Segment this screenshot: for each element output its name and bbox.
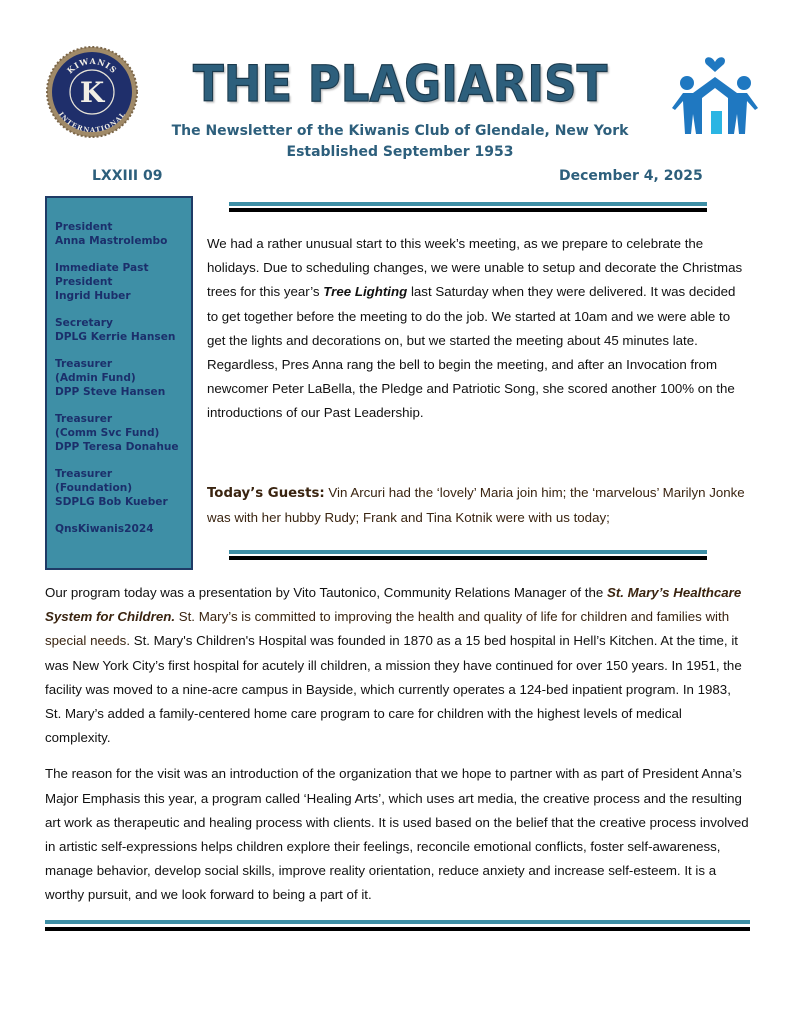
kiwanis-logo — [46, 46, 138, 138]
program-paragraph — [45, 581, 750, 750]
officer-detail: DPLG Kerrie Hansen — [55, 331, 176, 343]
guests-label: Today’s Guests: — [207, 486, 325, 501]
lower-article — [45, 581, 750, 931]
family-home-heart-icon — [668, 48, 762, 138]
intro-paragraph — [207, 232, 747, 426]
officer-detail: SDPLG Bob Kueber — [55, 496, 168, 508]
officer-role: Treasurer — [55, 358, 113, 370]
divider-black-middle — [229, 556, 707, 560]
kiwanis-seal-bottom-text: INTERNATIONAL — [57, 110, 127, 134]
officer-detail: President — [55, 276, 113, 288]
newsletter-title — [150, 54, 650, 116]
officer-detail: Anna Mastrolembo — [55, 235, 168, 247]
officer-role: QnsKiwanis2024 — [55, 523, 154, 535]
newsletter-subtitle: The Newsletter of the Kiwanis Club of Glendale, New York — [171, 123, 629, 139]
intro-text-after: last Saturday when they were delivered. It was decided to get together before the meeting to do the job. We started at 10am and we were able to get the lights and decorations on, but we started the meeting about 45 minutes late. Regardless, Pres Anna rang the bell to begin the meeting, and after an Invocation from newcomer Peter LaBella, the Pledge and Patriotic Song, she scored another 100% on the introductions of our Past Leadership. — [207, 284, 736, 421]
kiwanis-international-seal-icon — [46, 46, 138, 138]
program-text-after: St. Mary's Children's Hospital was founded in 1870 as a 15 bed hospital in Hell’s Kitchen. At the time, it was New York City’s first hospital for acutely ill children, a mission they have continued for over 150 years. In 1951, the facility was moved to a nine-acre campus in Bayside, which currently operates a 124-bed inpatient program. In 1983, St. Mary’s added a family-centered home care program to care for children with the highest levels of medical complexity. — [45, 633, 742, 746]
family-logo — [668, 48, 762, 138]
kiwanis-seal-letter: K — [79, 76, 105, 109]
officer-block — [55, 316, 191, 344]
divider-teal-bottom — [45, 920, 750, 924]
officer-block — [55, 220, 191, 248]
divider-teal-middle — [229, 550, 707, 554]
guests-text: Vin Arcuri had the ‘lovely’ Maria join him; the ‘marvelous’ Marilyn Jonke was with her hubby Rudy; Frank and Tina Kotnik were with us today; — [207, 485, 745, 526]
officer-role: President — [55, 221, 113, 233]
officer-block — [55, 357, 191, 399]
officer-detail: (Comm Svc Fund) — [55, 427, 160, 439]
guests-paragraph — [207, 481, 747, 530]
issue-date: December 4, 2025 — [559, 168, 703, 184]
issue-number: LXXIII 09 — [92, 168, 163, 184]
tree-lighting-emphasis: Tree Lighting — [323, 284, 408, 300]
officer-role: Treasurer — [55, 468, 113, 480]
officer-detail: DPP Teresa Donahue — [55, 441, 179, 453]
officer-block — [55, 261, 191, 303]
officer-block — [55, 467, 191, 509]
officer-detail: Ingrid Huber — [55, 290, 131, 302]
officer-role: Immediate Past — [55, 262, 149, 274]
kiwanis-seal-top-text: KIWANIS — [64, 55, 120, 76]
officer-role: Treasurer — [55, 413, 113, 425]
established-date: Established September 1953 — [286, 144, 514, 160]
newsletter-title-text: THE PLAGIARIST — [192, 55, 608, 113]
divider-black-bottom — [45, 927, 750, 931]
divider-teal-top — [229, 202, 707, 206]
st-marys-emphasis: St. Mary’s Healthcare System for Children. — [45, 585, 742, 625]
officer-detail: (Admin Fund) — [55, 372, 136, 384]
officers-sidebar — [45, 196, 193, 570]
program-text-middle: St. Mary’s is committed to improving the health and quality of life for children and families with special needs. — [45, 609, 730, 649]
reason-paragraph: The reason for the visit was an introduction of the organization that we hope to partner with as part of President Anna’s Major Emphasis this year, a program called ‘Healing Arts’, which uses art media, the creative process and the resulting art work as therapeutic and healing process with clients. It is used based on the belief that the creative process involved in artistic self-expressions helps children explore their feelings, reconcile emotional conflicts, foster self-awareness, manage behavior, develop social skills, improve reality orientation, reduce anxiety and increase self-esteem. It is a worthy pursuit, and we look forward to being a part of it. — [45, 766, 749, 903]
officer-detail: DPP Steve Hansen — [55, 386, 166, 398]
officer-detail: (Foundation) — [55, 482, 133, 494]
intro-text-before: We had a rather unusual start to this week’s meeting, as we prepare to celebrate the holidays. Due to scheduling changes, we were unable to setup and decorate the Christmas trees for this year’s — [207, 236, 743, 300]
program-text-before: Our program today was a presentation by Vito Tautonico, Community Relations Manager of the — [45, 585, 607, 600]
divider-black-top — [229, 208, 707, 212]
officer-block — [55, 522, 191, 536]
officer-role: Secretary — [55, 317, 113, 329]
officer-block — [55, 412, 191, 454]
